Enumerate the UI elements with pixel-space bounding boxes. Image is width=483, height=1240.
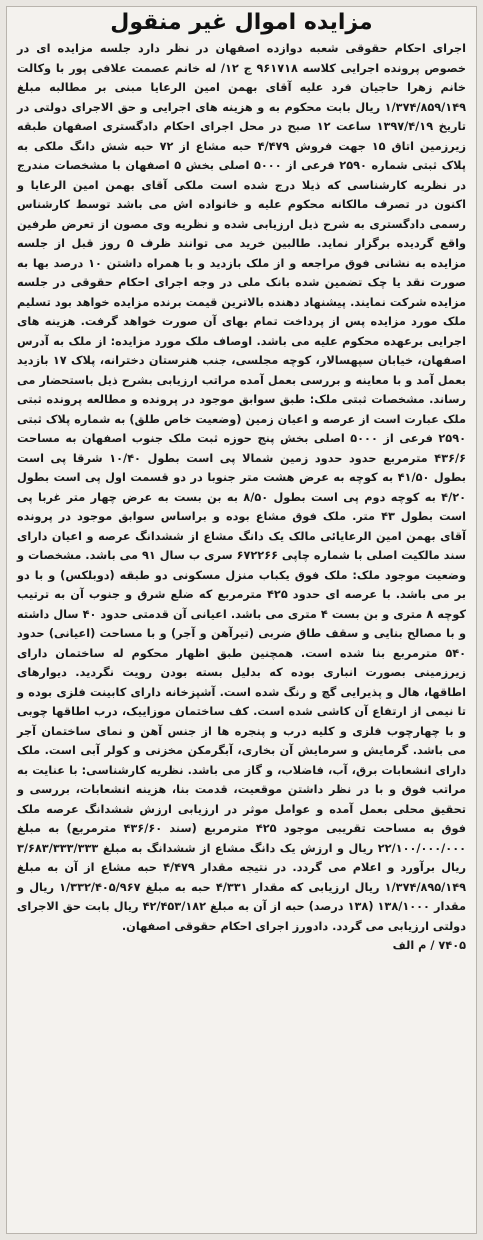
notice-reference: ۷۴۰۵ / م الف (392, 939, 466, 952)
notice-body (7, 37, 476, 936)
notice-body-text: اجرای احکام حقوقی شعبه دوازده اصفهان در نظر دارد جلسه مزایده ای در خصوص پرونده اجرایی کلاسه ۹۶۱۷۱۸ ج ۱۲/ له خانم عصمت علافی پور با وکالت خانم زهرا حاجیان فرد علیه آقای بهمن امین الرعایا مبنی بر مطالبه مبلغ ۱/۳۷۴/۸۵۹/۱۴۹ ریال بابت محکوم به و هزینه های اجرایی و حق الاجرای دولتی در تاریخ ۱۳۹۷/۴/۱۹ ساعت ۱۲ صبح در محل اجرای احکام دادگستری اصفهان طبقه زیرزمین اتاق ۱۵ جهت فروش ۴/۴۷۹ حبه مشاع از ۷۲ حبه شش دانگ ملکی به پلاک ثبتی شماره ۲۵۹۰ فرعی از ۵۰۰۰ اصلی بخش ۵ اصفهان با مشخصات مندرج در نظریه کارشناسی که ذیلا درج شده است ملکی آقای بهمن امین الرعایا و اکنون در تصرف مالکانه محکوم علیه و خانواده اش می باشد توسط کارشناس رسمی دادگستری به شرح ذیل ارزیابی شده و نظریه وی مصون از تعرض طرفین واقع گردیده برگزار نماید. طالبین خرید می توانند ظرف ۵ روز قبل از جلسه مزایده به نشانی فوق مراجعه و از ملک بازدید و با همراه داشتن ۱۰ درصد بها به صورت نقد یا چک تضمین شده بانک ملی در وجه اجرای احکام حقوقی در جلسه مزایده شرکت نمایند. پیشنهاد دهنده بالاترین قیمت برنده مزایده خواهد بود تسلیم ملک مورد مزایده پس از پرداخت تمام بهای آن صورت خواهد گرفت. هزینه های اجرایی برعهده محکوم علیه می باشد. اوصاف ملک مورد مزایده: از ملک به آدرس اصفهان، خیابان سپهسالار، کوچه مجلسی، جنب هنرستان دخترانه، پلاک ۱۷ بازدید بعمل آمد و با معاینه و بررسی بعمل آمده مراتب ارزیابی بشرح ذیل باستحضار می رساند. مشخصات ثبتی ملک: طبق سوابق موجود در پرونده و مطالعه پرونده ثبتی ملک عبارت است از عرصه و اعیان زمین (وضعیت خاص طلق) به شماره پلاک ثبتی ۲۵۹۰ فرعی از ۵۰۰۰ اصلی بخش پنج حوزه ثبت ملک جنوب اصفهان به مساحت ۴۳۶/۶ مترمربع حدود حدود زمین شمالا پی است بطول ۱۰/۴۰ شرقا پی است بطول ۴۱/۵۰ به کوچه به عرض هشت متر جنوبا در دو قسمت اول پی است بطول ۴/۲۰ به کوچه دوم پی است بطول ۸/۵۰ به بن بست به عرض چهار متر غربا پی است بطول ۴۳ متر. ملک فوق مشاع بوده و براساس سوابق موجود در پرونده آقای بهمن امین الرعایائی مالک یک دانگ مشاع از ششدانگ عرصه و اعیان دارای سند مالکیت اصلی با شماره چاپی ۶۷۲۲۶۶ سری ب سال ۹۱ می باشد. مشخصات و وضعیت موجود ملک: ملک فوق یکباب منزل مسکونی دو طبقه (دوبلکس) و با دو بر می باشد. با عرصه ای حدود ۴۲۵ مترمربع که ضلع شرق و جنوب آن به ترتیب کوچه ۸ متری و بن بست ۴ متری می باشد. اعیانی آن قدمتی حدود ۴۰ سال داشته و با مصالح بنایی و سقف طاق ضربی (تیرآهن و آجر) و با مساحت (اعیانی) حدود ۵۴۰ مترمربع بنا شده است. همچنین طبق اظهار محکوم له ساختمان دارای زیرزمینی بصورت انباری بوده که بدلیل بسته بودن رویت نگردید. دیوارهای اطاقها، هال و پذیرایی گچ و رنگ شده است. آشپزخانه دارای کابینت فلزی بوده و تا نیمی از ارتفاع آن کاشی شده است. کف ساختمان موزاییک، درب اطاقها چوبی و با چهارچوب فلزی و کلیه درب و پنجره ها از جنس آهن و نمای ساختمان آجر می باشد. گرمایش و سرمایش آن بخاری، آبگرمکن مخزنی و کولر آبی است. ملک دارای انشعابات برق، آب، فاضلاب، و گاز می باشد. نظریه کارشناسی: با عنایت به مراتب فوق و با در نظر داشتن موقعیت، قدمت بنا، هزینه انشعابات، بررسی و تحقیق محلی بعمل آمده و عوامل موثر در ارزیابی ارزش ششدانگ عرصه ملک فوق به مساحت تقریبی موجود ۴۲۵ مترمربع (سند ۴۳۶/۶۰ مترمربع) به مبلغ ۲۲/۱۰۰/۰۰۰/۰۰۰ ریال و ارزش یک دانگ مشاع از ششدانگ به مبلغ ۳/۶۸۳/۳۳۳/۳۳۳ ریال برآورد و اعلام می گردد. در نتیجه مقدار ۴/۴۷۹ حبه مشاع از آن به مبلغ ۱/۳۷۴/۸۹۵/۱۴۹ ریال ارزیابی که مقدار ۴/۳۳۱ حبه به مبلغ ۱/۳۳۲/۴۰۵/۹۶۷ ریال و مقدار ۱۳۸/۱۰۰۰ (۱۳۸ درصد) حبه از آن به مبلغ ۴۲/۴۵۳/۱۸۲ ریال بابت حق الاجرای دولتی ارزیابی می گردد. دادورز اجرای احکام حقوقی اصفهان. (17, 42, 467, 933)
notice-title: مزایده اموال غیر منقول (110, 10, 373, 35)
newspaper-clipping (6, 6, 477, 1234)
